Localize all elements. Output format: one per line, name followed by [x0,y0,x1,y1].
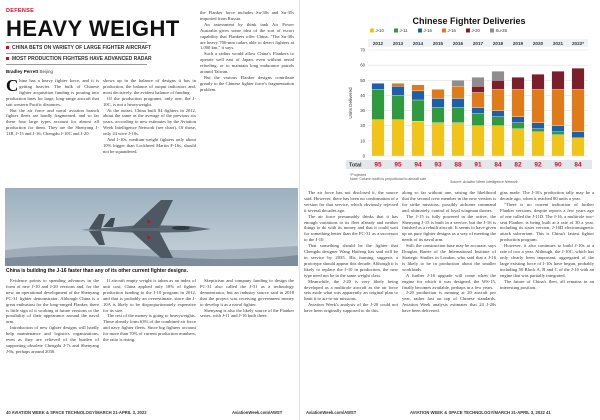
total-value: 90 [554,161,562,169]
paragraph: Shenyang is also the likely source of the Flanker series, with J-11 and J-16 built there. [200,307,294,319]
footer-site-link[interactable]: AviationWeek.com/AWST [232,410,283,415]
total-value: 82 [514,161,522,169]
footer-left [6,410,147,415]
article-column [200,278,294,406]
bar-segment [432,123,444,156]
paragraph: The future of China's fleet, all remains in an interesting position. [500,278,594,290]
fighter-deliveries-chart [344,10,594,178]
bar-segment [452,80,464,86]
bar-segment [492,117,504,126]
totals-label: Total [349,162,362,169]
category-label: 2012 [372,41,384,46]
total-value: 91 [474,161,482,169]
category-label: 2015 [432,41,444,46]
paragraph: "There is no current indication of further Flanker versions, despite reports a few years ago of one called the J-11D. The J-16, a multirole two-seat Flanker, is being built at a rate of 30 a year, including its sister version, J-16D electromagnetic attack subvariant. This is China's fastest fighter production program. [500,201,594,243]
chart-footnote: *Projected [350,173,367,177]
bar-segment [532,123,544,129]
paragraph: Aviation Week's analysis of the J-20 could not have been originally supposed to do this. [304,302,398,314]
byline [6,69,53,74]
bar-segment [512,117,524,123]
legend-label: J-20 [471,28,480,33]
bar-segment [452,108,464,123]
legend-label: J-11 [399,28,408,33]
article-column [6,78,99,186]
bar-segment [392,83,404,86]
legend-label: J-16 [447,28,456,33]
bar-segment [372,120,384,156]
chart-title: Chinese Fighter Deliveries [412,16,526,26]
paragraph: Such a radius would allow China's Flankers to operate well east of Japan, even without aerial refueling, or to maintain long endurance patrols around Taiwan. [200,51,294,75]
paragraph: At the outset, China built 84 fighters in 2012, about the same as the average of the previous six years, according to new estimates by the Aviation Week Intelligence Network (see chart). Of those, only 24 were J-10s. [103,107,196,137]
total-value: 95 [374,161,382,169]
bar-segment [412,121,424,156]
fighter-jet-photo [5,188,298,266]
bar-segment [412,91,424,100]
bar-segment [572,132,584,138]
bullet-point: MOST PRODUCTION FIGHTERS HAVE ADVANCED RADAR [6,56,152,62]
bar-segment [532,74,544,89]
bar-segment [392,86,404,95]
y-tick-label: 70 [360,47,365,53]
page-info: AVIATION WEEK & SPACE TECHNOLOGY/MARCH 21-APRIL 3, 2022 41 [410,410,551,415]
total-value: 94 [414,161,422,169]
bar-segment [552,126,564,132]
article-headline: HEAVY WEIGHT [6,16,180,41]
bar-segment [472,126,484,156]
footer-right [410,410,551,415]
article-column [103,278,196,406]
bullet-point: CHINA BETS ON VARIETY OF LARGE FIGHTER AIRCRAFT [6,45,151,51]
legend-label: J-15 [423,28,432,33]
bar-segment [452,86,464,98]
legend-label: J-10 [375,28,384,33]
bar-segment [472,92,484,107]
article-column [402,190,496,406]
bar-segment [372,83,384,89]
category-label: 2013 [392,41,404,46]
paragraph: A further J-16 upgrade will come when the engine for which it was designed, the WS-15, finally becomes available, perhaps in a few years. [402,272,496,290]
bar-segment [532,132,544,156]
drop-cap: C [6,78,19,95]
divider [6,64,147,65]
bar-segment [572,138,584,156]
bar-segment [492,111,504,117]
bar-segment [512,123,524,129]
category-label: 2021 [552,41,564,46]
category-label: 2018 [492,41,504,46]
paragraph: hina has a heavy fighter force, and it is getting heavier. The bulk of Chinese fighter acquisition funding is pouring into production lines for large, long-range aircraft that suit western Pacific distances. [6,78,99,107]
bar-segment [512,89,524,116]
category-label: 2022* [571,41,585,46]
paragraph: The air force has not disclosed it, the source said. However, there has been no confirmation of a version for that service, which obviously rejected it several decades ago. [304,190,398,213]
paragraph: An assessment by think tank Air Power Australia gives some idea of the sort of escort capability that Flankers offer China. "The Su-30s are heavy 700-mm radars able to detect fighters at 1,000 km," it says. [200,21,294,51]
legend-swatch [466,29,470,33]
bar-segment [572,89,584,131]
legend-swatch [394,29,398,33]
bar-segment [392,120,404,156]
legend-swatch [442,29,446,33]
chart-width-note: Note: Column width is proportional to aircraft size [350,177,427,181]
bar-segment [492,80,504,89]
legend-swatch [370,29,374,33]
total-value: 93 [434,161,442,169]
paragraph: The rest of the money is going to heavyweights. These already form 63% of the combined air force and navy fighter fleets. Since big fighters account for more than 70% of current production numbers, the ratio is rising. [103,313,196,343]
bar-segment [432,89,444,98]
paragraph: The J-15 is fully powered in the active, the Shenyang J-15 is built in a service, but the J-16 is finished as a rebuilt aircraft. It seems to have given up on pure fighter designs as a way of meeting the needs of its naval arm. [402,213,496,243]
article-column [103,78,196,186]
page-gutter [299,0,300,420]
footer-site-link[interactable]: AviationWeek.com/AWST [306,410,357,415]
category-label: 2016 [452,41,464,46]
y-tick-label: 40 [360,92,365,98]
paragraph: Evidence points to spending advances in the form of new J-10 and J-20 versions and, for the new, an operational development of the Shenyang FC-31 fighter demonstrator. Although China is a great enthusiast for the long-ranged Flanker, there is little sign of it working at future versions or the possibility of their appearance around the naval arm. [6,278,99,325]
bar-segment [432,98,444,107]
bar-segment [452,123,464,156]
total-value: 92 [534,161,542,169]
article-column [200,10,294,186]
y-tick-label: 20 [360,123,365,129]
photo-caption: China is building the J-16 faster than any of its other current fighter designs. [6,268,188,274]
bar-segment [492,126,504,156]
bar-segment [472,77,484,86]
legend-swatch [490,29,494,33]
bar-segment [532,129,544,132]
category-label: 2017 [472,41,484,46]
paragraph: Introduction of new fighter designs will hardly help maintenance and logistics organizations, even as they are relieved of the burden of supporting obsolete Chengdu J-7s and Shenyang J-8s, perhaps around 2030. [6,325,99,354]
paragraph: That something should be the fighter that Chengdu designer Wang Haifeng has said will be in service by 2035. His framing suggests a prototype should appear this decade. Although it is likely to replace the J-10 in production, the new type need not be in the same weight class. [304,243,398,278]
paragraph: gins made. The J-16's production tally may be a decade ago, when it reached 80 units a year. [500,190,594,201]
legend-label: Su-35 [495,28,507,33]
y-tick-label: 10 [360,138,365,144]
legend-swatch [418,29,422,33]
category-label: 2019 [512,41,524,46]
total-value: 95 [394,161,402,169]
bar-segment [412,100,424,121]
y-tick-label: 50 [360,77,365,83]
paragraph: If aircraft empty weight is taken as an index of unit cost, China applied only 18% of fighter production funding to the J-10 program in 2012, and that is probably an overestimate, since the J-10A is likely to be disproportionately expensive for its size. [103,278,196,313]
bar-segment [572,68,584,89]
bar-segment [512,77,524,89]
total-value: 84 [574,161,582,169]
paragraph: the Flanker force includes Su-30s and Su-35s imported from Russia. [200,10,294,21]
y-axis-label: Units Delivered [348,87,353,119]
total-value: 88 [454,161,462,169]
article-column [500,190,594,406]
paragraph: Skepticism and company funding to design the FC-31 also called the J-31 as a technology demonstrator, but an industry source said in 2018 that the project was receiving government money to develop it as a naval fighter. [200,278,294,307]
bar-segment [412,85,424,91]
category-label: 2020 [532,41,544,46]
bar-segment [392,95,404,119]
y-tick-label: 0 [362,153,365,159]
paragraph: Still, the construction base may be accurate, says Douglas Barrie of the International Institute of Strategic Studies in London, who said that a J-16 is likely to be in production about the smaller workloads. [402,243,496,272]
bar-segment [532,89,544,122]
paragraph: J-20 production is running at 20 aircraft per year, rather fast on top of Chinese standards. Aviation Week analysis estimates that 24 J-20s have been delivered. [402,290,496,314]
paragraph: And J-10s, medium-weight fighters only about 10% bigger than Lockheed Martin F-16s, should not be squandered. [103,137,196,154]
bar-segment [372,89,384,119]
bar-segment [512,129,524,156]
paragraph: But the air force and naval aviation branch fighter fleets are hardly fragmented, and so far these four large types account for almost all production for them. They are the Shenyang J-11B, J-15 and J-16; Chengdu J-10C and J-20. [6,107,99,137]
paragraph: But the various Flanker designs contribute greatly to the Chinese fighter force's fragmentation problem. [200,74,294,92]
y-tick-label: 60 [360,62,365,68]
bar-segment [492,89,504,110]
bar-segment [492,71,504,80]
total-value: 84 [494,161,502,169]
article-column [304,190,398,406]
bar-segment [472,86,484,92]
chart-note [350,173,426,181]
bar-segment [452,98,464,107]
paragraph: shows up in the balance of designs it has in production, the balance of output indicators and, most decisively, the evident balance of funding. [103,78,196,95]
category-label: 2014 [412,41,424,46]
article-column [6,278,99,406]
divider [6,53,147,54]
author-name: Bradley Perrett [6,69,39,74]
paragraph: Meanwhile, the J-20 is very likely being developed as a multirole aircraft as the air force sets aside what was apparently an original plan to limit it to air-to-air missions. [304,278,398,302]
bar-segment [552,89,564,125]
paragraph: However, it also continues to build J-10s at a rate of two a year. Although, the J-10C, which has only clearly been important, aggregated of the large existing force of J-10s have begun, probably including 50 Block A, B and C of the J-10 with an engine that was partially integrated. [500,243,594,278]
author-location: Beijing [39,69,54,74]
page-info: 40 AVIATION WEEK & SPACE TECHNOLOGY/MARCH 21-APRIL 3, 2022 [6,410,147,415]
paragraph: along so far without one, raising the likelihood that the second crew member in the new version is for strike missions, possibly airborne command and, ultimately, control of loyal wingman drones. [402,190,496,213]
y-tick-label: 30 [360,108,365,114]
bar-segment [472,114,484,126]
chart-canvas [344,10,594,178]
bar-segment [552,135,564,156]
bar-segment [472,108,484,114]
bar-segment [552,71,564,89]
chart-source: Source: Aviation Week Intelligence Network [450,180,518,184]
paragraph: Of the production programs, only one, the J-10C, is not a heavyweight. [103,95,196,107]
section-tag: DEFENSE [6,8,35,14]
paragraph: The air force presumably thinks that it has enough variations to its fleet already and neither things to do with its money and that it could wait for something better than the FC-31 as a successor to the J-10. [304,213,398,243]
bar-segment [432,108,444,123]
bar-segment [552,132,564,135]
divider [6,42,147,43]
